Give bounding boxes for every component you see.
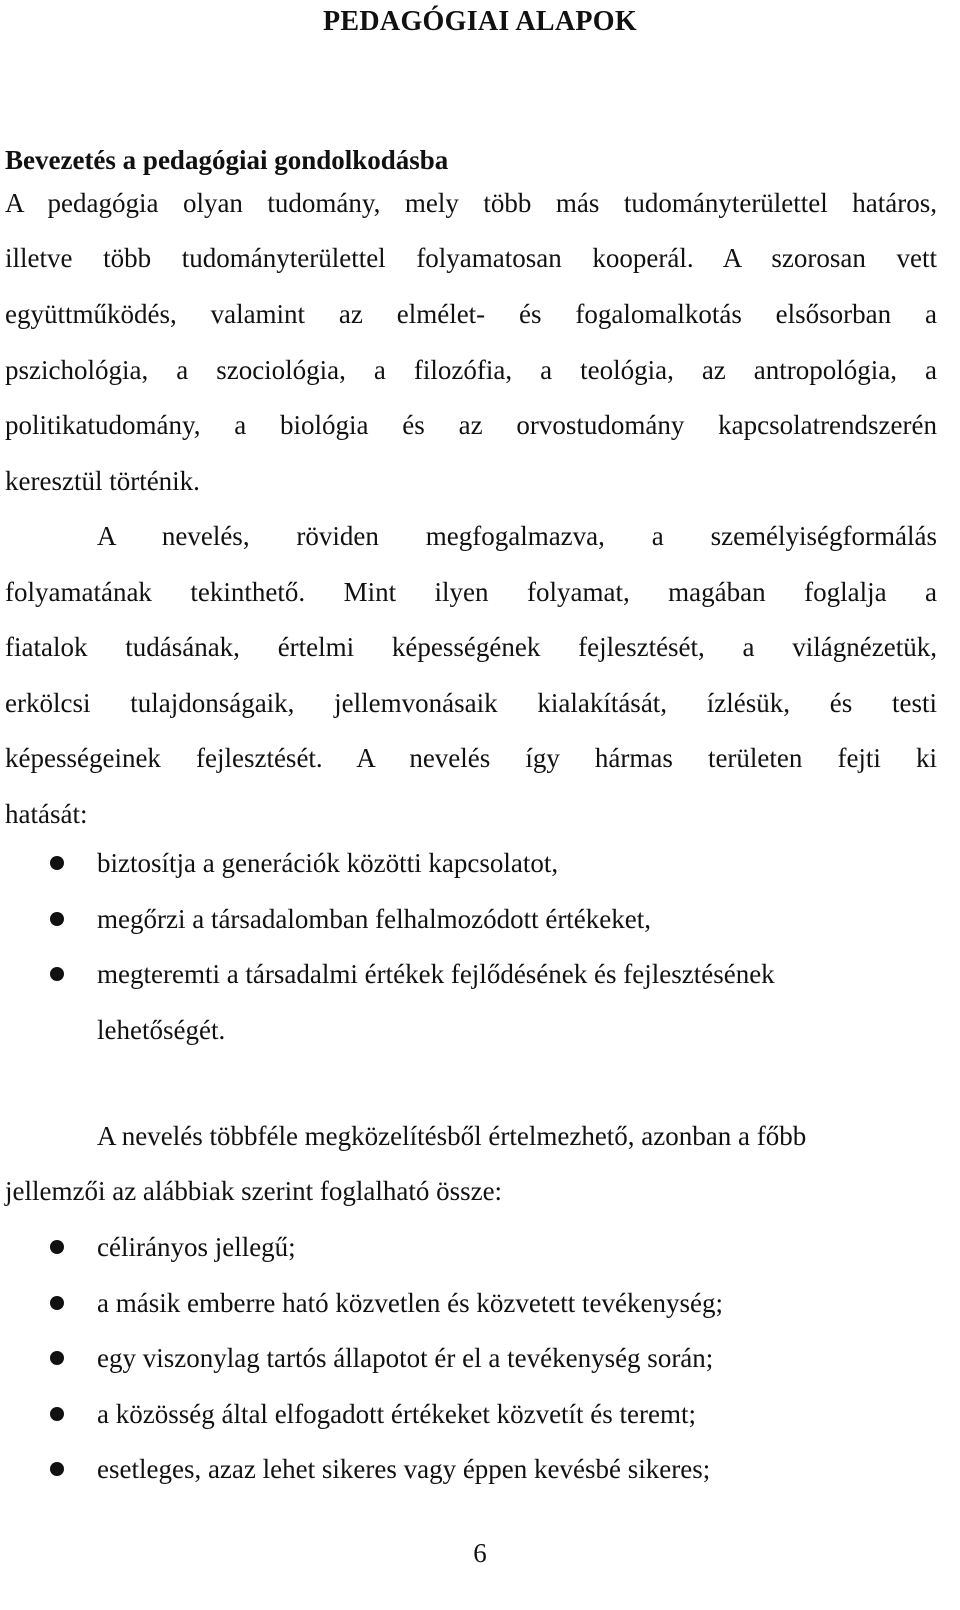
list-item: egy viszonylag tartós állapotot ér el a tevékenység során;: [97, 1343, 714, 1373]
paragraph-line: hatását:: [5, 799, 88, 829]
bullet-icon: [50, 912, 64, 926]
paragraph-line: jellemzői az alábbiak szerint foglalható össze:: [5, 1176, 503, 1206]
page-title: PEDAGÓGIAI ALAPOK: [323, 6, 637, 37]
bullet-icon: [50, 1296, 64, 1310]
paragraph-line: A nevelés többféle megközelítésből értelmezhető, azonban a főbb: [97, 1121, 807, 1151]
list-item: a közösség által elfogadott értékeket közvetít és teremt;: [97, 1399, 697, 1429]
paragraph-line: keresztül történik.: [5, 466, 200, 496]
list-item: megteremti a társadalmi értékek fejlődésének és fejlesztésének: [97, 959, 775, 989]
paragraph-line: politikatudomány, a biológia és az orvostudomány kapcsolatrendszerén: [5, 410, 937, 440]
paragraph-line: fiatalok tudásának, értelmi képességének fejlesztését, a világnézetük,: [5, 632, 937, 662]
section-heading: Bevezetés a pedagógiai gondolkodásba: [5, 145, 449, 175]
paragraph-line: illetve több tudományterülettel folyamatosan kooperál. A szorosan vett: [5, 243, 937, 273]
list-item: megőrzi a társadalomban felhalmozódott értékeket,: [97, 904, 652, 934]
bullet-icon: [50, 856, 64, 870]
bullet-icon: [50, 967, 64, 981]
list-item-continuation: lehetőségét.: [97, 1015, 226, 1045]
paragraph-line: erkölcsi tulajdonságaik, jellemvonásaik kialakítását, ízlésük, és testi: [5, 688, 937, 718]
paragraph-line: A pedagógia olyan tudomány, mely több más tudományterülettel határos,: [5, 188, 937, 218]
paragraph-line: képességeinek fejlesztését. A nevelés így hármas területen fejti ki: [5, 743, 937, 773]
paragraph-line: együttműködés, valamint az elmélet- és fogalomalkotás elsősorban a: [5, 299, 937, 329]
list-item: esetleges, azaz lehet sikeres vagy éppen kevésbé sikeres;: [97, 1454, 711, 1484]
bullet-icon: [50, 1462, 64, 1476]
paragraph-line: pszichológia, a szociológia, a filozófia, a teológia, az antropológia, a: [5, 355, 937, 385]
page-number: 6: [473, 1538, 487, 1568]
list-item: biztosítja a generációk közötti kapcsolatot,: [97, 848, 559, 878]
list-item: a másik emberre ható közvetlen és közvetett tevékenység;: [97, 1288, 723, 1318]
bullet-icon: [50, 1407, 64, 1421]
list-item: célirányos jellegű;: [97, 1232, 296, 1262]
paragraph-line: folyamatának tekinthető. Mint ilyen folyamat, magában foglalja a: [5, 577, 937, 607]
bullet-icon: [50, 1240, 64, 1254]
paragraph-line: A nevelés, röviden megfogalmazva, a személyiségformálás: [97, 521, 937, 551]
bullet-icon: [50, 1351, 64, 1365]
